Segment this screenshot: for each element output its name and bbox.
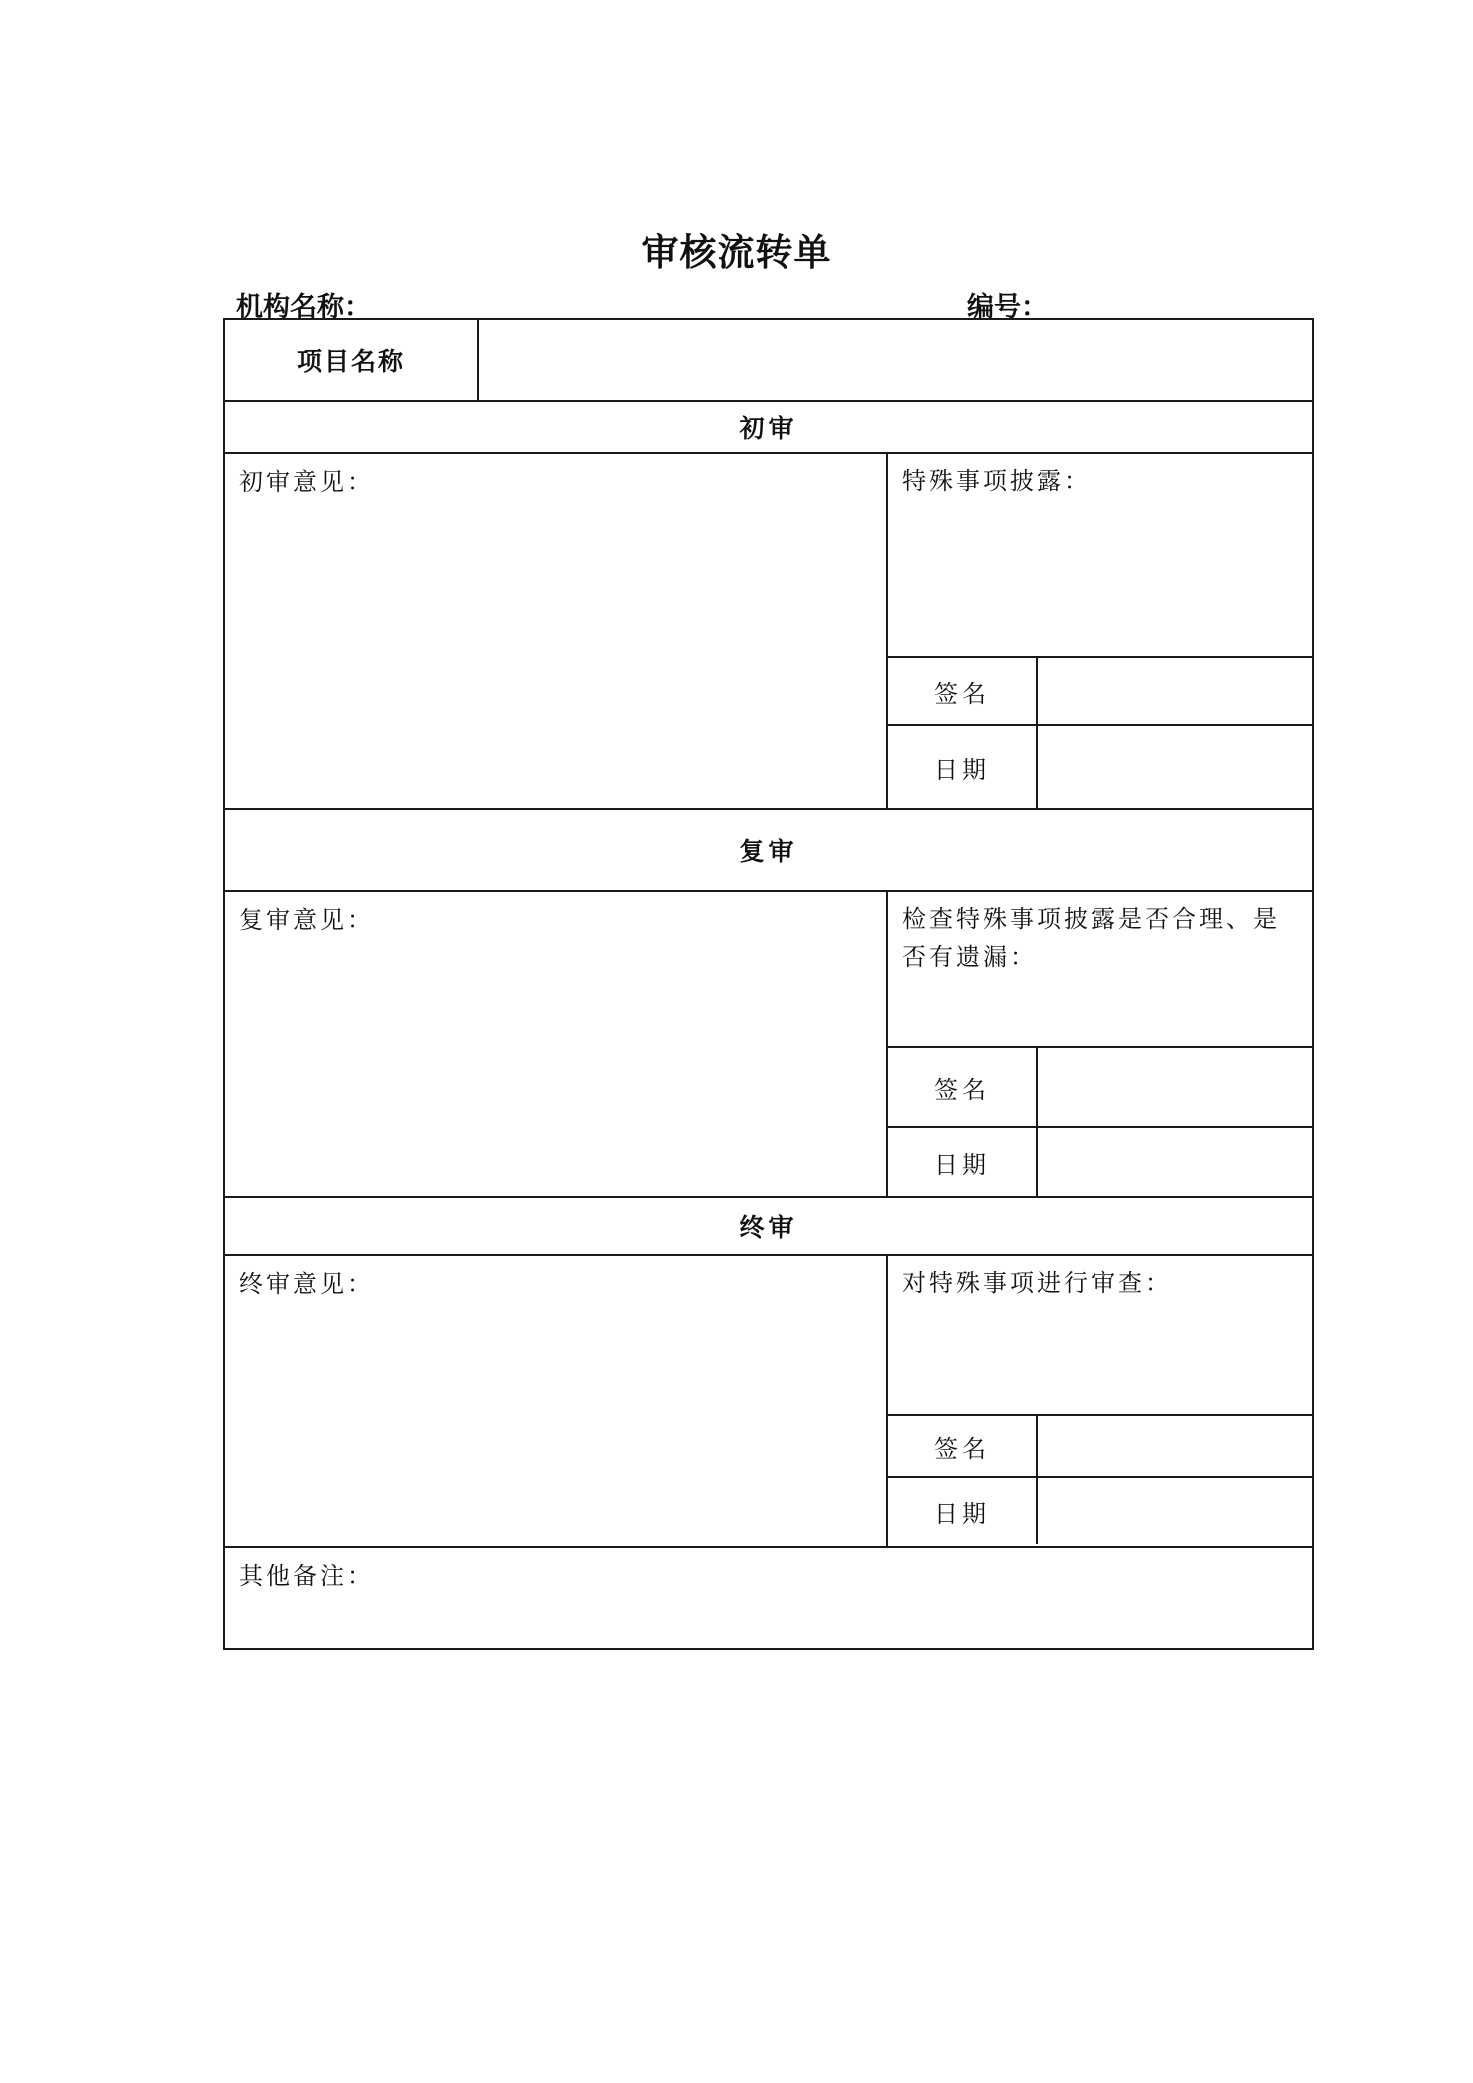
initial-sign-label: 签名 bbox=[888, 658, 1038, 724]
section-review-heading-row bbox=[225, 810, 1312, 892]
project-name-label: 项目名称 bbox=[225, 320, 479, 400]
project-name-field[interactable] bbox=[479, 320, 1312, 400]
final-opinion-field[interactable] bbox=[225, 1256, 888, 1546]
review-date-row bbox=[888, 1128, 1312, 1196]
form-title: 审核流转单 bbox=[641, 231, 832, 274]
final-sign-label: 签名 bbox=[888, 1416, 1038, 1476]
initial-special-disclosure-label: 特殊事项披露： bbox=[902, 467, 1091, 495]
review-opinion-field[interactable] bbox=[225, 892, 888, 1196]
review-sign-field[interactable] bbox=[1038, 1048, 1312, 1126]
final-sign-row bbox=[888, 1416, 1312, 1478]
section-final-body bbox=[225, 1256, 1312, 1548]
final-date-row bbox=[888, 1478, 1312, 1544]
other-notes-field[interactable] bbox=[225, 1548, 1312, 1648]
review-opinion-label: 复审意见： bbox=[239, 906, 374, 934]
initial-sign-row bbox=[888, 658, 1312, 726]
initial-opinion-field[interactable] bbox=[225, 454, 888, 808]
final-special-review-label: 对特殊事项进行审查： bbox=[902, 1269, 1172, 1297]
final-date-label: 日期 bbox=[888, 1478, 1038, 1544]
review-form-table bbox=[223, 318, 1314, 1650]
initial-special-disclosure-field[interactable] bbox=[888, 454, 1312, 658]
review-date-label: 日期 bbox=[888, 1128, 1038, 1196]
section-review-heading: 复审 bbox=[739, 837, 798, 866]
section-final-heading: 终审 bbox=[739, 1213, 798, 1242]
section-final-heading-row bbox=[225, 1198, 1312, 1256]
notes-row bbox=[225, 1548, 1312, 1648]
initial-date-label: 日期 bbox=[888, 726, 1038, 808]
final-sign-field[interactable] bbox=[1038, 1416, 1312, 1476]
org-name-label: 机构名称： bbox=[236, 292, 371, 323]
other-notes-label: 其他备注： bbox=[239, 1562, 374, 1590]
initial-sign-field[interactable] bbox=[1038, 658, 1312, 724]
section-initial-heading-row bbox=[225, 402, 1312, 454]
review-special-check-label: 检查特殊事项披露是否合理、是否有遗漏： bbox=[902, 905, 1280, 971]
review-sign-label: 签名 bbox=[888, 1048, 1038, 1126]
review-special-check-field[interactable] bbox=[888, 892, 1312, 1048]
section-initial-heading: 初审 bbox=[739, 414, 798, 443]
final-date-field[interactable] bbox=[1038, 1478, 1312, 1544]
review-date-field[interactable] bbox=[1038, 1128, 1312, 1196]
initial-date-row bbox=[888, 726, 1312, 808]
number-label: 编号： bbox=[967, 292, 1048, 323]
section-review-body bbox=[225, 892, 1312, 1198]
initial-date-field[interactable] bbox=[1038, 726, 1312, 808]
final-opinion-label: 终审意见： bbox=[239, 1270, 374, 1298]
project-row bbox=[225, 320, 1312, 402]
initial-opinion-label: 初审意见： bbox=[239, 468, 374, 496]
section-initial-body bbox=[225, 454, 1312, 810]
review-sign-row bbox=[888, 1048, 1312, 1128]
final-special-review-field[interactable] bbox=[888, 1256, 1312, 1416]
